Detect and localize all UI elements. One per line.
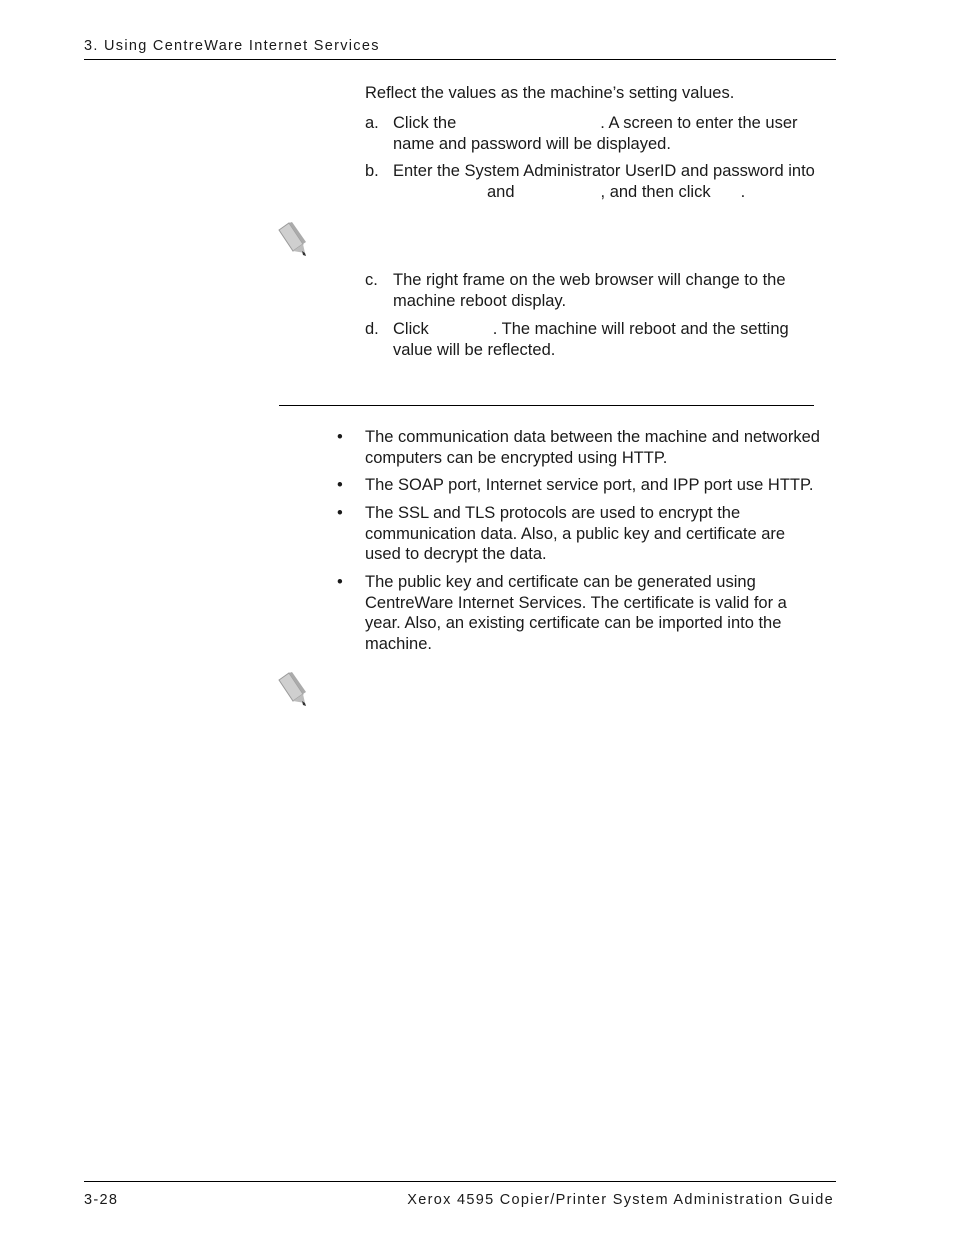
- bullet-text: The SOAP port, Internet service port, and IPP port use HTTP.: [365, 476, 814, 494]
- bullet-text: CentreWare Internet Services. The certificate is valid for a: [365, 593, 787, 612]
- footer-rule: [84, 1181, 836, 1182]
- step-text: and: [487, 182, 515, 201]
- page-number: 3-28: [84, 1192, 119, 1208]
- bullet-symbol: •: [337, 573, 343, 591]
- step-text: . A screen to enter the user: [600, 114, 798, 132]
- bullet-text: The public key and certificate can be generated using: [365, 573, 756, 591]
- step-text: value will be reflected.: [393, 340, 556, 359]
- step-text: . The machine will reboot and the setting: [492, 320, 789, 338]
- bullet-text: used to decrypt the data.: [365, 545, 547, 563]
- bullet-symbol: •: [337, 504, 343, 522]
- bullet-symbol: •: [337, 476, 343, 494]
- step-text: name and password will be displayed.: [393, 134, 671, 153]
- step-text: .: [740, 182, 746, 201]
- step-text: Click: [393, 320, 429, 338]
- running-header: 3. Using CentreWare Internet Services: [84, 38, 380, 54]
- bullet-text: computers can be encrypted using HTTP.: [365, 448, 668, 467]
- bullet-text: year. Also, an existing certificate can be imported into the: [365, 614, 782, 632]
- header-rule: [84, 59, 836, 60]
- step-text: , and then click: [600, 182, 711, 201]
- bullet-symbol: •: [337, 428, 343, 446]
- step-text: Click the: [393, 114, 457, 132]
- step-text: Enter the System Administrator UserID and password into: [393, 162, 815, 180]
- bullet-text: The communication data between the machine and networked: [365, 428, 820, 446]
- step-label: a.: [365, 114, 379, 132]
- bullet-text: communication data. Also, a public key and certificate are: [365, 524, 786, 543]
- intro-text: Reflect the values as the machine’s setting values.: [365, 84, 735, 102]
- step-text: machine reboot display.: [393, 291, 567, 310]
- step-label: c.: [365, 271, 378, 289]
- step-label: b.: [365, 162, 379, 180]
- step-label: d.: [365, 320, 379, 338]
- step-text: The right frame on the web browser will change to the: [393, 271, 786, 289]
- note-pencil-icon: [276, 670, 310, 708]
- note-pencil-icon: [276, 220, 310, 258]
- bullet-text: The SSL and TLS protocols are used to encrypt the: [365, 504, 741, 522]
- section-rule: [279, 405, 814, 406]
- bullet-text: machine.: [365, 634, 432, 653]
- guide-title: Xerox 4595 Copier/Printer System Administration Guide: [407, 1192, 834, 1208]
